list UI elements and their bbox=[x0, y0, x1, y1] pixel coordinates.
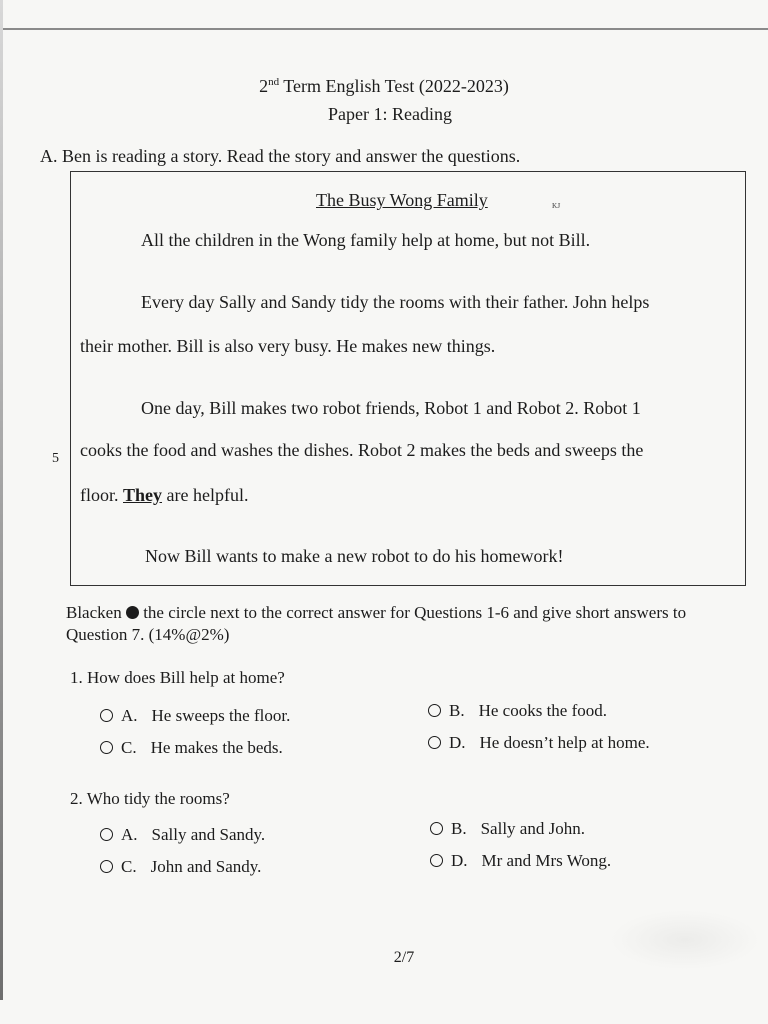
page-number: 2/7 bbox=[393, 949, 415, 966]
story-line-6 bbox=[80, 485, 248, 506]
q2-option-b[interactable] bbox=[430, 819, 585, 839]
story-line-1: All the children in the Wong family help at home, but not Bill. bbox=[141, 230, 591, 250]
option-letter: B. bbox=[451, 819, 467, 838]
option-text: He doesn’t help at home. bbox=[479, 733, 650, 752]
radio-circle-icon[interactable] bbox=[100, 860, 113, 873]
story-line-6-end: are helpful. bbox=[162, 485, 249, 505]
story-line-4: One day, Bill makes two robot friends, Robot 1 and Robot 2. Robot 1 bbox=[141, 398, 641, 418]
story-line-2: Every day Sally and Sandy tidy the rooms with their father. John helps bbox=[141, 292, 650, 312]
scan-left-edge bbox=[0, 0, 3, 1000]
test-title bbox=[0, 76, 768, 97]
underlined-word-they: They bbox=[123, 485, 163, 505]
radio-circle-icon[interactable] bbox=[100, 709, 113, 722]
option-text: Mr and Mrs Wong. bbox=[481, 851, 612, 870]
option-text: Sally and Sandy. bbox=[151, 825, 266, 844]
scan-top-edge bbox=[0, 28, 768, 30]
q1-option-d[interactable] bbox=[428, 733, 650, 753]
title-ordinal: 2 bbox=[259, 76, 269, 96]
question-1-text: 1. How does Bill help at home? bbox=[70, 668, 285, 687]
option-letter: A. bbox=[121, 706, 138, 725]
option-letter: A. bbox=[121, 825, 138, 844]
directions-end: the circle next to the correct answer for Questions 1-6 and give short answers to Question 7. (14%@2%) bbox=[66, 603, 687, 644]
answer-directions bbox=[66, 602, 746, 646]
option-text: He cooks the food. bbox=[478, 701, 608, 720]
title-text: Term English Test (2022-2023) bbox=[279, 76, 509, 96]
option-letter: C. bbox=[121, 738, 137, 757]
title-ordinal-suffix: nd bbox=[268, 76, 280, 88]
radio-circle-icon[interactable] bbox=[430, 854, 443, 867]
directions-start: Blacken bbox=[66, 603, 122, 622]
q2-option-c[interactable] bbox=[100, 857, 261, 877]
radio-circle-icon[interactable] bbox=[430, 822, 443, 835]
q1-option-b[interactable] bbox=[428, 701, 607, 721]
story-title: The Busy Wong Family bbox=[316, 190, 488, 210]
story-line-7: Now Bill wants to make a new robot to do his homework! bbox=[145, 546, 564, 566]
paper-subtitle: Paper 1: Reading bbox=[328, 104, 452, 124]
radio-circle-icon[interactable] bbox=[428, 704, 441, 717]
pen-mark: ᴋᴊ bbox=[552, 200, 561, 211]
q1-option-c[interactable] bbox=[100, 738, 283, 758]
story-line-5: cooks the food and washes the dishes. Robot 2 makes the beds and sweeps the bbox=[80, 440, 644, 460]
q2-option-a[interactable] bbox=[100, 825, 265, 845]
radio-circle-icon[interactable] bbox=[100, 828, 113, 841]
option-letter: B. bbox=[449, 701, 465, 720]
option-letter: C. bbox=[121, 857, 137, 876]
q2-option-d[interactable] bbox=[430, 851, 611, 871]
question-2-text: 2. Who tidy the rooms? bbox=[70, 789, 230, 808]
option-letter: D. bbox=[451, 851, 468, 870]
option-text: Sally and John. bbox=[480, 819, 585, 838]
section-a-instruction: A. Ben is reading a story. Read the story and answer the questions. bbox=[40, 146, 521, 166]
radio-circle-icon[interactable] bbox=[100, 741, 113, 754]
filled-circle-icon bbox=[126, 606, 139, 619]
radio-circle-icon[interactable] bbox=[428, 736, 441, 749]
option-text: He sweeps the floor. bbox=[151, 706, 291, 725]
option-text: He makes the beds. bbox=[150, 738, 283, 757]
story-line-6-start: floor. bbox=[80, 485, 123, 505]
option-text: John and Sandy. bbox=[150, 857, 262, 876]
line-number: 5 bbox=[52, 451, 59, 466]
option-letter: D. bbox=[449, 733, 466, 752]
story-line-3: their mother. Bill is also very busy. He makes new things. bbox=[80, 336, 496, 356]
q1-option-a[interactable] bbox=[100, 706, 290, 726]
